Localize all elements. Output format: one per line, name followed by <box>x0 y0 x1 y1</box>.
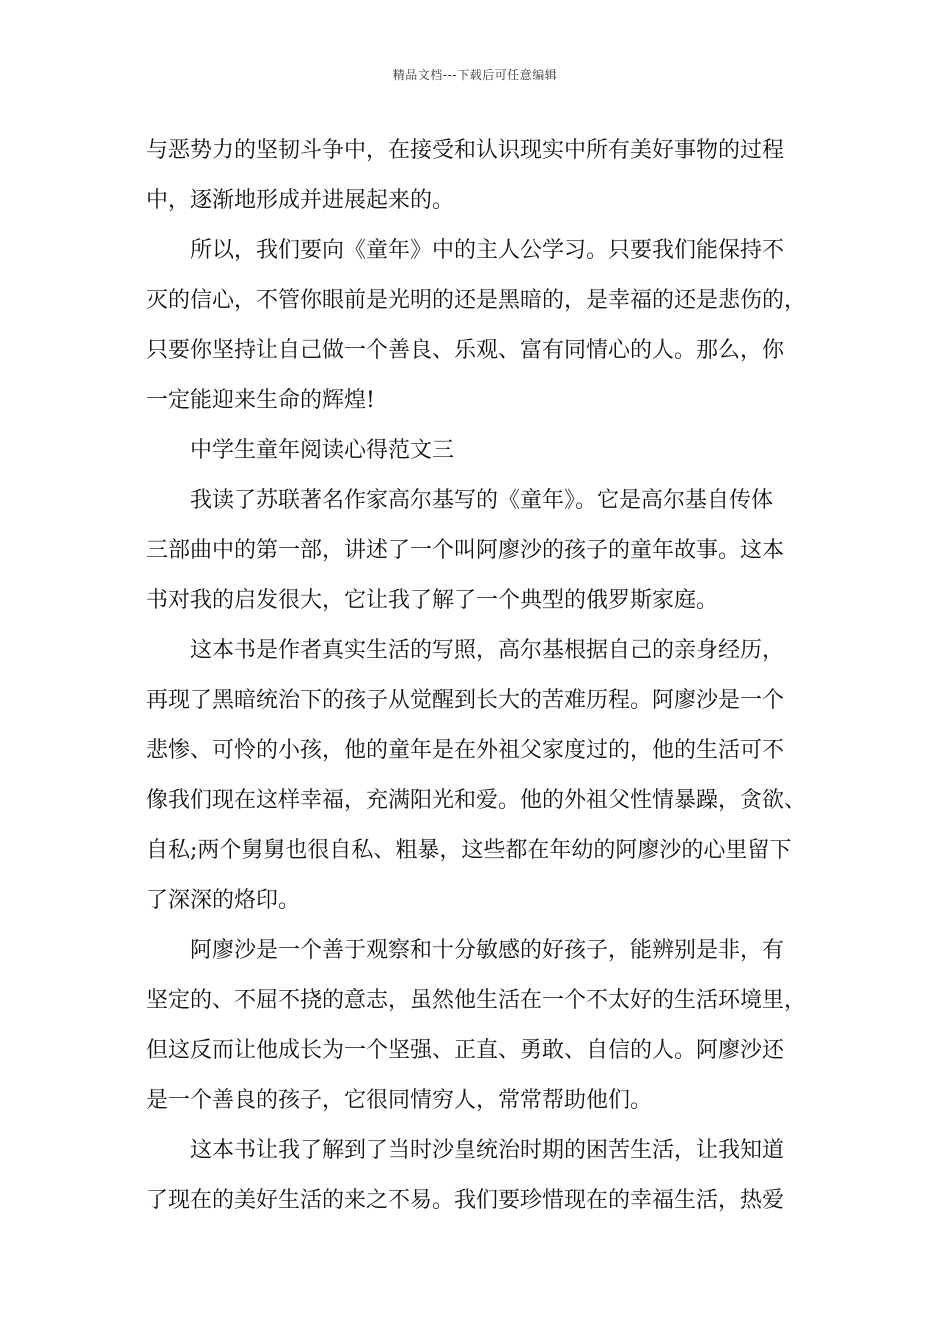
text-line: 所以，我们要向《童年》中的主人公学习。只要我们能保持不 <box>190 238 785 263</box>
text-line: 了现在的美好生活的来之不易。我们要珍惜现在的幸福生活，热爱 <box>146 1188 785 1213</box>
text-line: 我读了苏联著名作家高尔基写的《童年》。它是高尔基自传体 <box>190 488 774 513</box>
text-line: 坚定的、不屈不挠的意志，虽然他生活在一个不太好的生活环境里， <box>146 988 807 1013</box>
text-line: 了深深的烙印。 <box>146 888 301 913</box>
text-line: 这本书是作者真实生活的写照，高尔基根据自己的亲身经历， <box>190 638 785 663</box>
text-line: 但这反而让他成长为一个坚强、正直、勇敢、自信的人。阿廖沙还 <box>146 1038 785 1063</box>
text-line: 中学生童年阅读心得范文三 <box>190 438 455 463</box>
text-line: 这本书让我了解到了当时沙皇统治时期的困苦生活，让我知道 <box>190 1138 785 1163</box>
text-line: 与恶势力的坚韧斗争中，在接受和认识现实中所有美好事物的过程 <box>146 138 785 163</box>
text-line: 中，逐渐地形成并进展起来的。 <box>146 188 455 213</box>
text-line: 自私;两个舅舅也很自私、粗暴，这些都在年幼的阿廖沙的心里留下 <box>146 838 792 863</box>
text-line: 悲惨、可怜的小孩，他的童年是在外祖父家度过的，他的生活可不 <box>146 738 785 763</box>
document-body <box>146 126 816 1226</box>
text-line: 像我们现在这样幸福，充满阳光和爱。他的外祖父性情暴躁，贪欲、 <box>146 788 807 813</box>
text-line: 是一个善良的孩子，它很同情穷人，常常帮助他们。 <box>146 1088 653 1113</box>
text-line: 一定能迎来生命的辉煌! <box>146 388 375 413</box>
text-line: 再现了黑暗统治下的孩子从觉醒到长大的苦难历程。阿廖沙是一个 <box>146 688 785 713</box>
text-line: 阿廖沙是一个善于观察和十分敏感的好孩子，能辨别是非，有 <box>190 938 785 963</box>
text-line: 书对我的启发很大，它让我了解了一个典型的俄罗斯家庭。 <box>146 588 719 613</box>
page-header: 精品文档---下载后可任意编辑 <box>392 68 558 82</box>
text-line: 三部曲中的第一部，讲述了一个叫阿廖沙的孩子的童年故事。这本 <box>146 538 785 563</box>
text-line: 灭的信心，不管你眼前是光明的还是黑暗的，是幸福的还是悲伤的， <box>146 288 807 313</box>
text-line: 只要你坚持让自己做一个善良、乐观、富有同情心的人。那么，你 <box>146 338 785 363</box>
